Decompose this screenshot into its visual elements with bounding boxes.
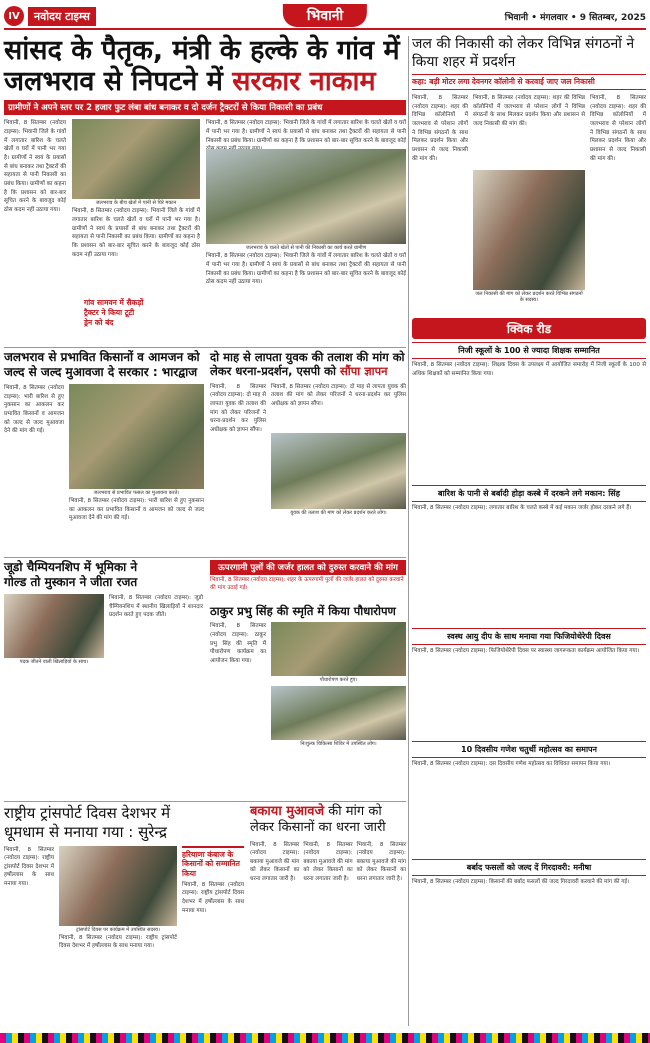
transport-photo-caption: ट्रांसपोर्ट दिवस पर कार्यक्रम में उपस्थित सदस्य। [76,926,160,933]
judo-headline-line2: गोल्ड तो मुस्कान ने जीता रजत [4,575,138,589]
lead-body-col3: भिवानी, 8 सितम्बर (नवोदय टाइम्स): भिवानी जिले के गांवों में लगातार बारिश के चलते खेतों व घरों में पानी भर गया है। ग्रामीणों ने स्वयं के प्रयासों से बांध बनाकर तथा ट्रैक्टरों की सहायता से पानी निकासी का प्रबंध किया। ग्रामीणों का कहना है कि प्रशासन को बार-बार सूचित करने के बावजूद कोई [206,120,406,144]
color-registration-strip [0,1033,650,1043]
bakaya-headline-black1: की मांग को [324,804,382,819]
bakaya-body-col3: भिवानी, 8 सितम्बर (नवोदय टाइम्स): बकाया मुआवजे की मांग को लेकर किसानों का धरना लगातार जारी है। [356,841,406,883]
thakur-photo2-caption: निःशुल्क चिकित्सा शिविर में उपस्थित लोग। [300,741,377,748]
transport-photo [59,846,177,926]
mid-left-photo-caption: जलभराव से प्रभावित फसल का मुआयना करते। [93,490,180,496]
transport-headline-line2: धूमधाम से मनाया गया : सुरेन्द्र [4,822,167,841]
mid-center-headline [210,350,406,379]
brand-logo: नवोदय टाइम्स [28,7,96,26]
section-divider [4,801,406,802]
quick-read-item1-head: निजी स्कूलों के 100 से ज्यादा शिक्षक सम्मानित [412,342,646,359]
bakaya-story [250,804,406,1032]
lead-headline-line1: सांसद के पैतृक, मंत्री के हल्के के गांव में [4,35,400,66]
quick-read-item5-body: भिवानी, 8 सितम्बर (नवोदय टाइम्स): किसानों की बर्बाद फसलों की जल्द गिरदावरी करवाने की मांग की गई। [412,879,630,885]
transport-story [4,804,244,1032]
right-top-body-col1: भिवानी, 8 सितम्बर (नवोदय टाइम्स): शहर की विभिन्न कॉलोनियों में जलभराव से परेशान लोगों ने विभिन्न संगठनों के साथ मिलकर प्रदर्शन किया और प्रशासन से जल्द निकासी की मांग की। [412,95,468,162]
lead-photo2-caption: जलभराव के चलते खेतों से पानी की निकासी का कार्य करते ग्रामीण [245,245,367,252]
right-top-body-col2: भिवानी, 8 सितम्बर (नवोदय टाइम्स): शहर की विभिन्न कॉलोनियों में जलभराव से परेशान लोगों ने विभिन्न संगठनों के साथ मिलकर प्रदर्शन किया और प्रशासन से जल्द निकासी की मांग की। [473,95,585,127]
bakaya-body-col2: भिवानी, 8 सितम्बर (नवोदय टाइम्स): बकाया मुआवजे की मांग को लेकर किसानों का धरना लगातार जारी है। [303,841,353,883]
transport-side-box: हरियाणा कंबाज के किसानों को सम्मानित किया [182,846,244,879]
lead-body-col2: भिवानी, 8 सितम्बर (नवोदय टाइम्स): भिवानी जिले के गांवों में लगातार बारिश के चलते खेतों व घरों में पानी भर गया है। ग्रामीणों ने स्वयं के प्रयासों से बांध बनाकर तथा ट्रैक्टरों की सहायता से पानी निकासी का प्रबंध किया। ग्रामीणों का कहना है कि प्रशासन को बार-बार सूचित करने के बावजूद कोई ठोस कदम नहीं उठाया गया। [72,208,200,258]
quick-read-item5-head: बर्बाद फसलों को जल्द दें गिरदावरी: मनीषा [412,859,646,876]
right-top-body-col3: भिवानी, 8 सितम्बर (नवोदय टाइम्स): शहर की विभिन्न कॉलोनियों में जलभराव से परेशान लोगों ने विभिन्न संगठनों के साथ मिलकर प्रदर्शन किया और प्रशासन से जल्द निकासी की मांग की। [590,95,646,162]
banner-headline: ऊपरगामी पुलों की जर्जर हालत को दुरुस्त करवाने की मांग [210,560,406,575]
quick-read-item3-head: स्वस्थ आयु दीप के साथ मनाया गया फिजियोथेरेपी दिवस [412,628,646,645]
lead-headline-line2 [4,67,406,96]
bakaya-headline-line2: लेकर किसानों का धरना जारी [250,820,386,836]
thakur-photo-2 [271,686,406,740]
quick-read-item2-head: बारिश के पानी से बर्बादी होड़ा कस्बे में दरकने लगे मकान: सिंह [412,485,646,502]
section-divider [4,557,406,558]
lead-headline-line2-red: सरकार नाकाम [232,66,376,98]
mid-left-body-col2: भिवानी, 8 सितम्बर (नवोदय टाइम्स): भारी बारिश से हुए नुकसान का आकलन कर प्रभावित किसानों व आमजन को जल्द से जल्द मुआवजा देने की मांग की गई। [69,498,204,522]
judo-story [4,560,204,710]
mid-center-body-col2: भिवानी, 8 सितम्बर (नवोदय टाइम्स): दो माह से लापता युवक की तलाश की मांग को लेकर परिजनों ने धरना-प्रदर्शन कर पुलिस अधीक्षक को ज्ञापन सौंपा। [271,383,406,408]
quick-read-item4-body: भिवानी, 8 सितम्बर (नवोदय टाइम्स): दस दिवसीय गणेश महोत्सव का विधिवत समापन किया गया। [412,761,611,767]
lead-photo-2 [206,149,406,244]
right-top-sub: कहा: बड़ी मोटर लगा देवनगर कॉलोनी से करवाई जाए जल निकासी [412,74,646,90]
transport-body-col3: भिवानी, 8 सितम्बर (नवोदय टाइम्स): राष्ट्रीय ट्रांसपोर्ट दिवस देशभर में हर्षोल्लास के साथ मनाया गया। [182,881,244,914]
judo-photo [4,594,104,658]
banner-story [210,560,406,600]
mid-left-story [4,350,204,555]
quick-read-item1-body: भिवानी, 8 सितम्बर (नवोदय टाइम्स): शिक्षक दिवस के उपलक्ष्य में आयोजित समारोह में निजी स्कूलों के 100 से अधिक शिक्षकों को सम्मानित किया गया। [412,362,646,377]
lead-photo-1 [72,119,200,199]
mid-left-body-col1: भिवानी, 8 सितम्बर (नवोदय टाइम्स): भारी बारिश से हुए नुकसान का आकलन कर प्रभावित किसानों व आमजन को जल्द से जल्द मुआवजा देने की मांग की गई। [4,385,64,435]
masthead [4,4,646,30]
quick-read [412,318,646,1018]
thakur-story [210,604,406,800]
judo-photo-caption: पदक जीतने वाली खिलाड़ियों के साथ। [19,659,89,665]
mid-center-body-col1: भिवानी, 8 सितम्बर (नवोदय टाइम्स): दो माह से लापता युवक की तलाश की मांग को लेकर परिजनों ने धरना-प्रदर्शन कर पुलिस अधीक्षक को ज्ञापन सौंपा। [210,383,266,434]
lead-side-callout: गांव सामवन में सैकड़ों ट्रैक्टर ने किया टूटी ड्रेन को बंद [84,298,144,327]
mid-left-headline: जलभराव से प्रभावित किसानों व आमजन को जल्द से जल्द मुआवजा दे सरकार : भारद्वाज [4,350,200,379]
mid-center-story [210,350,406,555]
mid-center-headline-black: दो माह से लापता युवक की तलाश की मांग को लेकर धरना-प्रदर्शन, एसपी को [210,350,405,379]
mid-center-headline-red: सौंपा ज्ञापन [339,364,388,379]
lead-body-col4: भिवानी, 8 सितम्बर (नवोदय टाइम्स): भिवानी जिले के गांवों में लगातार बारिश के चलते खेतों व घरों में पानी भर गया है। ग्रामीणों ने स्वयं के प्रयासों से बांध बनाकर तथा ट्रैक्टरों की सहायता से पानी निकासी का प्रबंध किया। ग्रामीणों का कहना है कि प्रशासन को बार-बार सूचित करने के बावजूद कोई ठोस कदम नहीं उठाया गया। [206,253,406,286]
right-top-photo-caption: जल निकासी की मांग को लेकर प्रदर्शन करते विभिन्न संगठनों के सदस्य। [475,291,583,303]
lead-strap: ग्रामीणों ने अपने स्तर पर 2 हजार फुट लंबा बांध बनाकर व दो दर्जन ट्रैक्टरों से किया निकासी का प्रबंध [4,100,406,115]
judo-body: भिवानी, 8 सितम्बर (नवोदय टाइम्स): जूडो चैम्पियनशिप में स्थानीय खिलाड़ियों ने शानदार प्रदर्शन करते हुए पदक जीते। [109,595,203,619]
right-top-story [412,36,646,316]
quick-read-item2-body: भिवानी, 8 सितम्बर (नवोदय टाइम्स): लगातार बारिश के चलते कस्बे में कई मकान जर्जर होकर दरकने लगे हैं। [412,505,632,511]
page-number: IV [4,6,24,26]
lead-headline-line2-black: जलभराव से निपटने में [4,66,223,98]
transport-body-col2: भिवानी, 8 सितम्बर (नवोदय टाइम्स): राष्ट्रीय ट्रांसपोर्ट दिवस देशभर में हर्षोल्लास के साथ मनाया गया। [59,934,177,950]
lead-story [4,36,406,346]
right-top-photo [473,170,585,290]
quick-read-item4-head: 10 दिवसीय गणेश चतुर्थी महोत्सव का समापन [412,741,646,758]
thakur-body-col1: भिवानी, 8 सितम्बर (नवोदय टाइम्स): ठाकुर प्रभु सिंह की स्मृति में पौधारोपण कार्यक्रम का आयोजन किया गया। [210,623,266,664]
bakaya-body-col1: भिवानी, 8 सितम्बर (नवोदय टाइम्स): बकाया मुआवजे की मांग को लेकर किसानों का धरना लगातार जारी है। [250,841,300,883]
transport-body-col1: भिवानी, 8 सितम्बर (नवोदय टाइम्स): राष्ट्रीय ट्रांसपोर्ट दिवस देशभर में हर्षोल्लास के साथ मनाया गया। [4,846,54,888]
bakaya-headline-line1 [250,804,406,820]
thakur-photo-1 [271,622,406,676]
banner-body: भिवानी, 8 सितम्बर (नवोदय टाइम्स): शहर के ऊपरगामी पुलों की जर्जर हालत को दुरुस्त करवाने की मांग उठाई गई। [210,577,404,591]
lead-photo1-caption: जलभराव के बीच खेतों में पानी से घिरे मकान [95,200,177,207]
lead-body-col1: भिवानी, 8 सितम्बर (नवोदय टाइम्स): भिवानी जिले के गांवों में लगातार बारिश के चलते खेतों व घरों में पानी भर गया है। ग्रामीणों ने स्वयं के प्रयासों से बांध बनाकर तथा ट्रैक्टरों की सहायता से पानी निकासी का प्रबंध किया। ग्रामीणों का कहना है कि प्रशासन को बार-बार सूचित करने के बावजूद कोई ठोस कदम नहीं उठाया गया। [4,120,66,213]
city-label: भिवानी [283,4,367,27]
thakur-photo1-caption: पौधारोपण करते हुए। [319,677,358,684]
mid-left-photo [69,384,204,489]
mid-center-photo [271,433,406,509]
column-divider [408,36,409,1026]
mid-center-photo-caption: युवक की तलाश की मांग को लेकर प्रदर्शन करते लोग। [290,509,387,516]
bakaya-headline-red: बकाया मुआवजे [250,804,325,819]
quick-read-title: क्विक रीड [412,318,646,339]
section-divider [4,347,406,348]
dateline: भिवानी • मंगलवार • 9 सितम्बर, 2025 [504,12,646,23]
judo-headline-line1: जूडो चैम्पियनशिप में भूमिका ने [4,560,138,574]
right-top-headline: जल की निकासी को लेकर विभिन्न संगठनों ने किया शहर में प्रदर्शन [412,36,635,70]
quick-read-item3-body: भिवानी, 8 सितम्बर (नवोदय टाइम्स): फिजियोथेरेपी दिवस पर स्वास्थ्य जागरूकता कार्यक्रम आयोजित किया गया। [412,648,640,654]
transport-headline-line1: राष्ट्रीय ट्रांसपोर्ट दिवस देशभर में [4,804,171,822]
thakur-headline: ठाकुर प्रभु सिंह की स्मृति में किया पौधारोपण [210,604,396,618]
